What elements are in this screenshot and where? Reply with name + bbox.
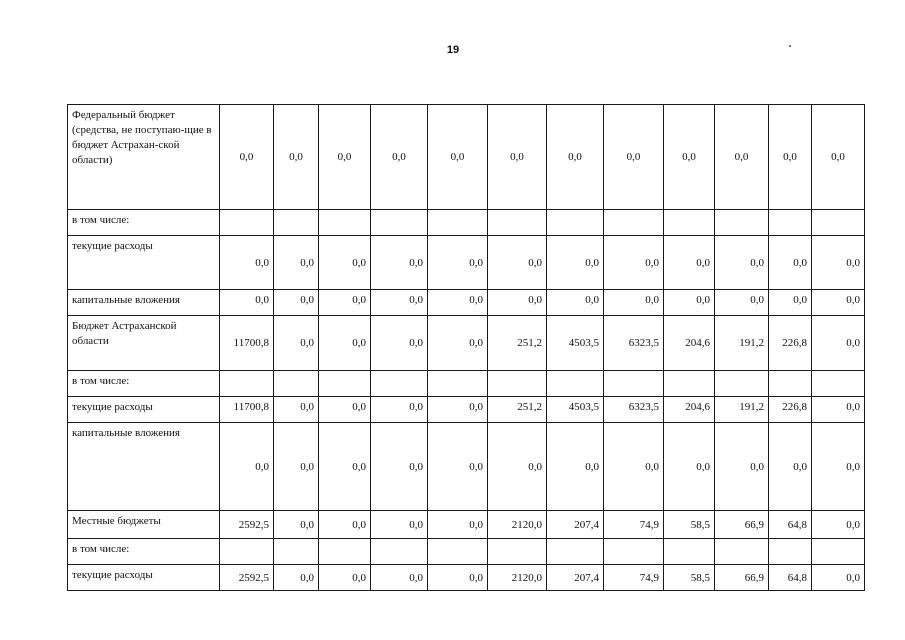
empty-cell: [319, 371, 371, 397]
empty-cell: [428, 539, 488, 565]
value-cell: 0,0: [488, 423, 547, 511]
value-cell: 207,4: [547, 565, 604, 591]
value-cell: 0,0: [371, 423, 428, 511]
empty-cell: [715, 539, 769, 565]
empty-cell: [371, 539, 428, 565]
value-cell: 0,0: [428, 316, 488, 371]
table-row: [68, 236, 865, 290]
row-label: капитальные вложения: [68, 423, 220, 511]
empty-cell: [428, 371, 488, 397]
value-cell: 64,8: [769, 511, 812, 539]
value-cell: 204,6: [664, 397, 715, 423]
value-cell: 0,0: [604, 105, 664, 210]
empty-cell: [715, 371, 769, 397]
empty-cell: [715, 210, 769, 236]
value-cell: 0,0: [812, 316, 865, 371]
value-cell: 0,0: [664, 423, 715, 511]
table-row: [68, 511, 865, 539]
value-cell: 0,0: [371, 511, 428, 539]
table-row: [68, 397, 865, 423]
value-cell: 0,0: [547, 105, 604, 210]
value-cell: 66,9: [715, 511, 769, 539]
table-row: [68, 423, 865, 511]
value-cell: 0,0: [319, 236, 371, 290]
row-label: в том числе:: [68, 539, 220, 565]
value-cell: 0,0: [319, 423, 371, 511]
empty-cell: [488, 539, 547, 565]
value-cell: 0,0: [812, 105, 865, 210]
value-cell: 0,0: [428, 290, 488, 316]
table-row: [68, 539, 865, 565]
empty-cell: [604, 371, 664, 397]
value-cell: 0,0: [812, 397, 865, 423]
value-cell: 0,0: [319, 397, 371, 423]
value-cell: 0,0: [715, 105, 769, 210]
value-cell: 74,9: [604, 565, 664, 591]
value-cell: 0,0: [812, 565, 865, 591]
table-row: [68, 210, 865, 236]
value-cell: 0,0: [428, 397, 488, 423]
table-row: [68, 316, 865, 371]
value-cell: 0,0: [769, 105, 812, 210]
value-cell: 0,0: [220, 423, 274, 511]
value-cell: 0,0: [371, 236, 428, 290]
empty-cell: [220, 539, 274, 565]
value-cell: 0,0: [547, 236, 604, 290]
value-cell: 0,0: [488, 290, 547, 316]
empty-cell: [274, 371, 319, 397]
value-cell: 0,0: [274, 290, 319, 316]
value-cell: 0,0: [274, 316, 319, 371]
value-cell: 0,0: [664, 105, 715, 210]
value-cell: 0,0: [488, 105, 547, 210]
row-label: текущие расходы: [68, 565, 220, 591]
empty-cell: [274, 210, 319, 236]
value-cell: 0,0: [428, 423, 488, 511]
value-cell: 0,0: [604, 423, 664, 511]
table-row: [68, 565, 865, 591]
value-cell: 226,8: [769, 397, 812, 423]
value-cell: 0,0: [371, 290, 428, 316]
value-cell: 0,0: [428, 511, 488, 539]
value-cell: 4503,5: [547, 316, 604, 371]
value-cell: 6323,5: [604, 397, 664, 423]
value-cell: 0,0: [715, 236, 769, 290]
value-cell: 0,0: [274, 236, 319, 290]
value-cell: 0,0: [488, 236, 547, 290]
table-row: [68, 371, 865, 397]
value-cell: 0,0: [769, 290, 812, 316]
value-cell: 0,0: [812, 511, 865, 539]
page-number: 19: [446, 44, 460, 56]
row-label: в том числе:: [68, 210, 220, 236]
empty-cell: [547, 539, 604, 565]
value-cell: 0,0: [547, 290, 604, 316]
value-cell: 0,0: [319, 316, 371, 371]
row-label: Бюджет Астраханской области: [68, 316, 220, 371]
value-cell: 0,0: [319, 565, 371, 591]
value-cell: 0,0: [319, 105, 371, 210]
value-cell: 0,0: [220, 236, 274, 290]
empty-cell: [488, 210, 547, 236]
value-cell: 0,0: [274, 565, 319, 591]
value-cell: 74,9: [604, 511, 664, 539]
empty-cell: [769, 210, 812, 236]
row-label: текущие расходы: [68, 397, 220, 423]
value-cell: 0,0: [371, 105, 428, 210]
value-cell: 64,8: [769, 565, 812, 591]
value-cell: 0,0: [812, 236, 865, 290]
value-cell: 0,0: [604, 236, 664, 290]
row-label: Местные бюджеты: [68, 511, 220, 539]
value-cell: 4503,5: [547, 397, 604, 423]
value-cell: 0,0: [371, 565, 428, 591]
empty-cell: [664, 539, 715, 565]
value-cell: 0,0: [428, 105, 488, 210]
value-cell: 0,0: [769, 423, 812, 511]
empty-cell: [812, 210, 865, 236]
value-cell: 251,2: [488, 316, 547, 371]
value-cell: 0,0: [274, 423, 319, 511]
empty-cell: [488, 371, 547, 397]
value-cell: 2120,0: [488, 511, 547, 539]
value-cell: 0,0: [274, 105, 319, 210]
empty-cell: [274, 539, 319, 565]
row-label: Федеральный бюджет (средства, не поступаю-щие в бюджет Астрахан-ской области): [68, 105, 220, 210]
value-cell: 0,0: [371, 397, 428, 423]
value-cell: 251,2: [488, 397, 547, 423]
value-cell: 0,0: [604, 290, 664, 316]
value-cell: 6323,5: [604, 316, 664, 371]
empty-cell: [371, 371, 428, 397]
row-label: капитальные вложения: [68, 290, 220, 316]
value-cell: 0,0: [319, 290, 371, 316]
value-cell: 58,5: [664, 565, 715, 591]
value-cell: 0,0: [769, 236, 812, 290]
value-cell: 0,0: [371, 316, 428, 371]
budget-table: [67, 104, 865, 591]
value-cell: 66,9: [715, 565, 769, 591]
empty-cell: [769, 539, 812, 565]
empty-cell: [812, 371, 865, 397]
value-cell: 0,0: [274, 511, 319, 539]
empty-cell: [319, 210, 371, 236]
empty-cell: [604, 210, 664, 236]
row-label: в том числе:: [68, 371, 220, 397]
empty-cell: [812, 539, 865, 565]
value-cell: 0,0: [664, 290, 715, 316]
value-cell: 11700,8: [220, 397, 274, 423]
empty-cell: [769, 371, 812, 397]
empty-cell: [547, 210, 604, 236]
table-body: [68, 105, 865, 591]
value-cell: 0,0: [715, 423, 769, 511]
row-label: текущие расходы: [68, 236, 220, 290]
scan-speck: [789, 45, 791, 47]
value-cell: 191,2: [715, 397, 769, 423]
value-cell: 0,0: [319, 511, 371, 539]
value-cell: 11700,8: [220, 316, 274, 371]
value-cell: 0,0: [812, 290, 865, 316]
value-cell: 0,0: [428, 236, 488, 290]
value-cell: 207,4: [547, 511, 604, 539]
value-cell: 204,6: [664, 316, 715, 371]
value-cell: 0,0: [812, 423, 865, 511]
value-cell: 0,0: [664, 236, 715, 290]
empty-cell: [319, 539, 371, 565]
value-cell: 0,0: [547, 423, 604, 511]
table-row: [68, 105, 865, 210]
value-cell: 2592,5: [220, 511, 274, 539]
empty-cell: [664, 371, 715, 397]
empty-cell: [371, 210, 428, 236]
value-cell: 58,5: [664, 511, 715, 539]
value-cell: 0,0: [274, 397, 319, 423]
value-cell: 0,0: [428, 565, 488, 591]
empty-cell: [547, 371, 604, 397]
value-cell: 0,0: [715, 290, 769, 316]
value-cell: 0,0: [220, 105, 274, 210]
empty-cell: [428, 210, 488, 236]
empty-cell: [220, 210, 274, 236]
value-cell: 191,2: [715, 316, 769, 371]
table-row: [68, 290, 865, 316]
empty-cell: [604, 539, 664, 565]
value-cell: 2592,5: [220, 565, 274, 591]
empty-cell: [220, 371, 274, 397]
value-cell: 0,0: [220, 290, 274, 316]
value-cell: 2120,0: [488, 565, 547, 591]
value-cell: 226,8: [769, 316, 812, 371]
empty-cell: [664, 210, 715, 236]
